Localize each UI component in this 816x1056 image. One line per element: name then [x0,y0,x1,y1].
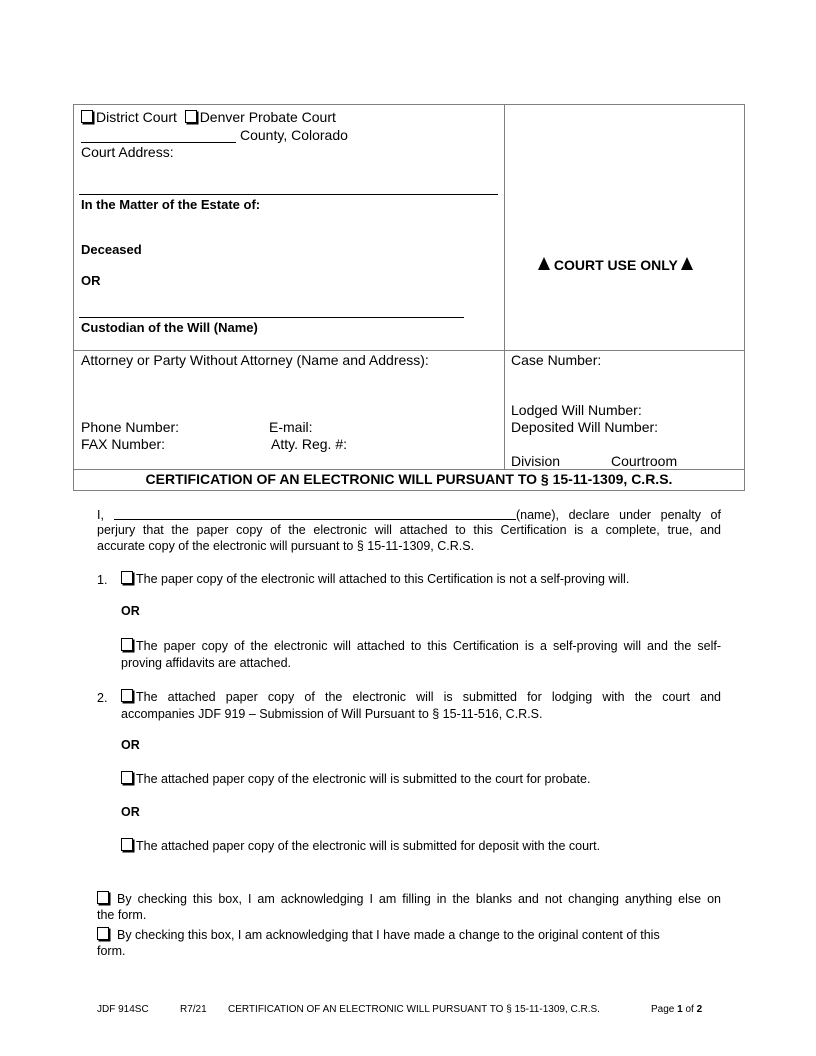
fax-label: FAX Number: [81,436,166,452]
ack-2-checkbox[interactable] [97,927,109,940]
phone-label: Phone Number: [81,419,180,435]
ack-1-line-1 [97,891,721,907]
item-1-option-b-checkbox[interactable] [121,638,133,651]
or-label: OR [81,273,101,288]
declarant-name-field[interactable] [114,507,516,520]
court-address-field[interactable] [79,180,498,195]
item-1-option-a-text: The paper copy of the electronic will attached to this Certification is not a self-proving will. [136,572,630,586]
county-name-field[interactable] [81,128,236,143]
item-1-option-a [121,571,629,587]
case-number-label: Case Number: [511,352,602,368]
caption-vertical-divider [504,104,505,470]
item-2-or-1: OR [121,738,140,752]
item-2-option-c-checkbox[interactable] [121,838,133,851]
footer-form-id: JDF 914SC [97,1004,149,1015]
custodian-name-field[interactable] [79,303,464,318]
deceased-label: Deceased [81,242,142,257]
footer-title: CERTIFICATION OF AN ELECTRONIC WILL PURSUANT TO § 15-11-1309, C.R.S. [228,1004,600,1015]
item-2-option-b [121,771,590,787]
lodged-will-label: Lodged Will Number: [511,402,642,418]
triangle-up-icon [538,257,550,270]
footer-page-current: 1 [677,1004,683,1015]
ack-1-checkbox[interactable] [97,891,109,904]
court-address-label: Court Address: [81,144,174,160]
courtroom-label: Courtroom [611,453,678,469]
ack-1-line-2: the form. [97,908,147,922]
denver-probate-court-checkbox[interactable] [185,110,197,123]
item-2-option-a-text: The attached paper copy of the electronic will is submitted for lodging with the court and [136,690,721,704]
item-2-option-a-line-2: accompanies JDF 919 – Submission of Will Pursuant to § 15-11-516, C.R.S. [121,707,543,721]
email-label: E-mail: [269,419,313,435]
atty-reg-label: Atty. Reg. #: [271,436,347,452]
district-court-checkbox[interactable] [81,110,93,123]
item-2-option-a-line-1 [121,689,721,705]
item-2-option-c [121,838,600,854]
footer-page-of: of [685,1004,694,1015]
declaration-prefix: I, [97,508,104,522]
footer-revision: R7/21 [180,1004,207,1015]
custodian-label: Custodian of the Will (Name) [81,320,258,335]
ack-2-text: By checking this box, I am acknowledging that I have made a change to the original content of this [117,928,660,942]
district-court-label: District Court [96,109,177,125]
declaration-line-2: perjury that the paper copy of the electronic will attached to this Certification is a complete, true, and [97,523,721,537]
court-options-row [81,109,336,126]
item-1-option-b-line-2: proving affidavits are attached. [121,656,292,670]
footer-page-total: 2 [696,1004,703,1015]
item-2-or-2: OR [121,805,140,819]
footer-page-word: Page [651,1004,675,1015]
declaration-line-1 [97,507,721,523]
item-1-option-a-checkbox[interactable] [121,571,133,584]
form-title: CERTIFICATION OF AN ELECTRONIC WILL PURSUANT TO § 15-11-1309, C.R.S. [145,471,673,487]
item-2-option-c-text: The attached paper copy of the electronic will is submitted for deposit with the court. [136,839,601,853]
court-use-only-label: COURT USE ONLY [553,257,678,273]
item-2-option-a-checkbox[interactable] [121,689,133,702]
deposited-will-label: Deposited Will Number: [511,419,659,435]
declaration-suffix: (name), declare under penalty of [515,508,721,522]
caption-middle-divider [73,350,744,351]
triangle-up-icon [681,257,693,270]
item-2-option-b-text: The attached paper copy of the electronic will is submitted to the court for probate. [136,772,591,786]
item-1-option-b-line-1 [121,638,721,654]
attorney-label: Attorney or Party Without Attorney (Name and Address): [81,352,429,368]
ack-1-text: By checking this box, I am acknowledging I am filling in the blanks and not changing anything else on [117,892,721,906]
item-1-number: 1. [97,573,108,587]
footer-page [651,1004,702,1016]
item-2-number: 2. [97,691,108,705]
declaration-line-3: accurate copy of the electronic will pursuant to § 15-11-1309, C.R.S. [97,539,475,553]
ack-2-line-2: form. [97,944,126,958]
item-1-option-b-text: The paper copy of the electronic will attached to this Certification is a self-proving will and the self- [136,639,721,653]
denver-probate-court-label: Denver Probate Court [199,109,336,125]
item-1-or: OR [121,604,140,618]
county-label: County, Colorado [240,127,348,143]
court-use-only [538,256,693,274]
estate-matter-label: In the Matter of the Estate of: [81,197,261,212]
division-label: Division [511,453,561,469]
item-2-option-b-checkbox[interactable] [121,771,133,784]
ack-2-line-1 [97,927,660,943]
